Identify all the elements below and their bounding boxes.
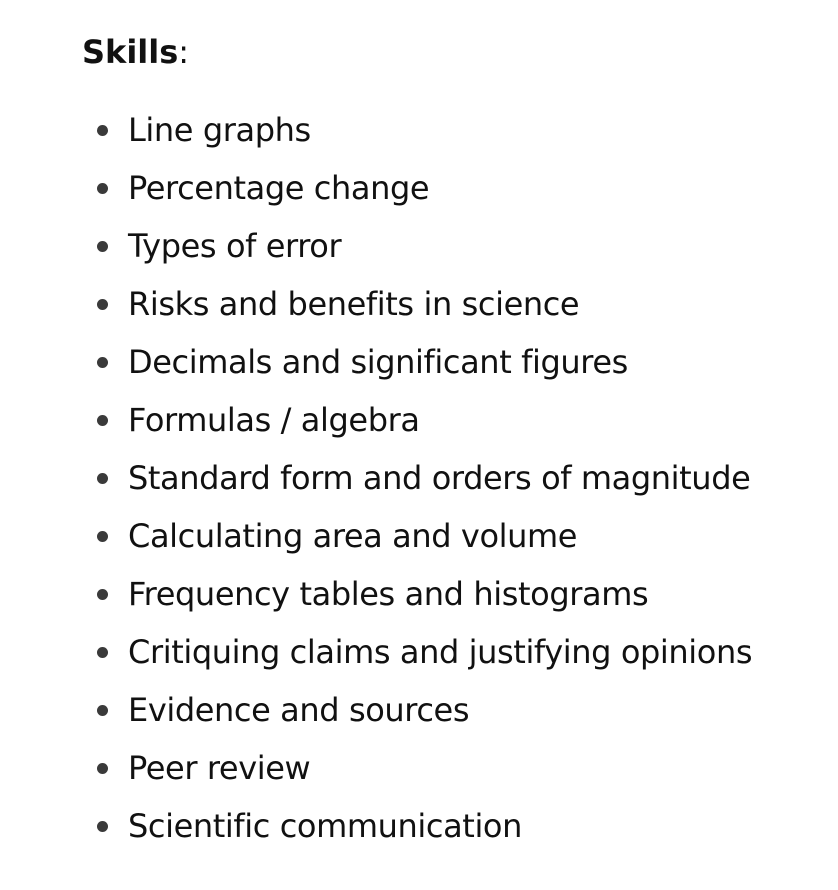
skills-heading-colon: : — [178, 33, 190, 71]
bullet-icon — [97, 531, 108, 542]
bullet-icon — [97, 763, 108, 774]
skill-label: Decimals and significant figures — [128, 343, 628, 381]
bullet-icon — [97, 357, 108, 368]
skill-label: Standard form and orders of magnitude — [128, 459, 751, 497]
skill-label: Risks and benefits in science — [128, 285, 580, 323]
bullet-icon — [97, 299, 108, 310]
skills-heading — [82, 30, 189, 74]
skill-label: Peer review — [128, 749, 311, 787]
bullet-icon — [97, 647, 108, 658]
skill-label: Percentage change — [128, 169, 430, 207]
skill-label: Scientific communication — [128, 807, 522, 845]
skill-label: Frequency tables and histograms — [128, 575, 649, 613]
bullet-icon — [97, 821, 108, 832]
bullet-icon — [97, 241, 108, 252]
bullet-icon — [97, 705, 108, 716]
skill-label: Formulas / algebra — [128, 401, 420, 439]
skill-label: Evidence and sources — [128, 691, 470, 729]
bullet-icon — [97, 473, 108, 484]
skill-label: Calculating area and volume — [128, 517, 578, 555]
bullet-icon — [97, 183, 108, 194]
bullet-icon — [97, 415, 108, 426]
skill-label: Types of error — [128, 227, 342, 265]
bullet-icon — [97, 589, 108, 600]
skill-label: Critiquing claims and justifying opinions — [128, 633, 753, 671]
skills-heading-title: Skills — [82, 33, 179, 71]
skill-label: Line graphs — [128, 111, 311, 149]
bullet-icon — [97, 125, 108, 136]
